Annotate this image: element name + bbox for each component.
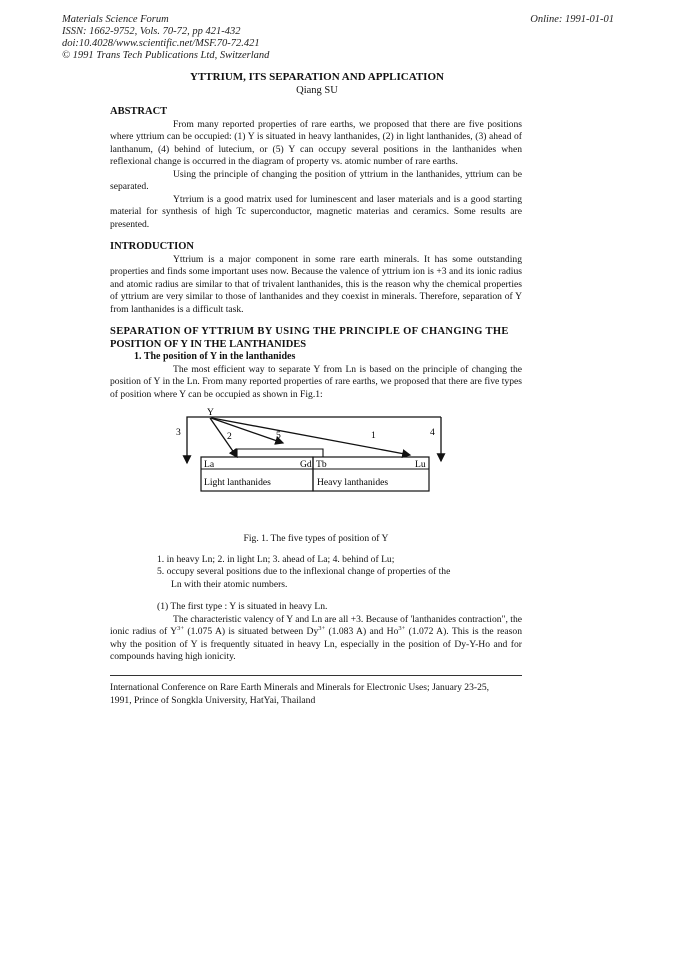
online-date: Online: 1991-01-01	[530, 14, 614, 25]
list-line: Ln with their atomic numbers.	[171, 578, 288, 590]
label-4: 4	[430, 427, 435, 438]
light-lanthanides-label: Light lanthanides	[204, 477, 271, 488]
arrow-5	[211, 418, 283, 443]
label-tb: Tb	[316, 459, 327, 470]
footer-rule	[110, 675, 522, 676]
arrow-2	[210, 418, 237, 457]
abstract-heading: ABSTRACT	[110, 106, 168, 117]
heavy-lanthanides-label: Heavy lanthanides	[317, 477, 389, 488]
position-list	[157, 554, 522, 592]
position-diagram	[110, 405, 522, 533]
footer-line-1: International Conference on Rare Earth Minerals and Minerals for Electronic Uses; January 23-25,	[110, 682, 490, 693]
section-heading-line-1: SEPARATION OF YTTRIUM BY USING THE PRINCIPLE OF CHANGING THE	[110, 326, 509, 337]
label-1: 1	[371, 430, 376, 441]
list-line: 5. occupy several positions due to the inflexional change of properties of the	[157, 566, 451, 577]
first-type-paragraph	[110, 614, 522, 664]
text-run: (1.075 A) is situated between Dy	[184, 626, 319, 637]
superscript: 3+	[177, 624, 185, 632]
conference-footer	[110, 681, 526, 707]
introduction-paragraph: Yttrium is a major component in some rare earth minerals. It has some outstanding properties and finds some important uses now. Because the valence of yttrium ion is +3 and its ionic radius and atomic radius are similar to that of trivalent lanthanides, this is the reason why the chemical properties of yttrium are very similar to those of lanthanides and they coexist in minerals. Therefore, separation of Y from lanthanides is a difficult task.	[110, 253, 522, 315]
subsection-heading: 1. The position of Y in the lanthanides	[134, 351, 296, 362]
paper-author: Qiang SU	[296, 85, 338, 96]
figure-1	[110, 405, 522, 533]
text-run: The characteristic valency of Y and Ln are all +3. Because of 'lanthanides contraction", the ionic radius of Y	[110, 613, 522, 637]
label-5: 5	[276, 430, 281, 441]
footer-line-2: 1991, Prince of Songkla University, HatYai, Thailand	[110, 695, 316, 706]
first-type-heading: (1) The first type : Y is situated in heavy Ln.	[157, 601, 328, 612]
superscript: 3+	[398, 624, 406, 632]
journal-name: Materials Science Forum	[62, 14, 169, 25]
issn-line: ISSN: 1662-9752, Vols. 70-72, pp 421-432	[62, 26, 241, 37]
abstract-paragraph-3: Ytrrium is a good matrix used for luminescent and laser materials and is a good starting material for synthesis of high Tc superconductor, magnetic materias and ceramics. Some results are presented.	[110, 193, 522, 230]
separation-paragraph: The most efficient way to separate Y from Ln is based on the principle of changing the position of Y in the Ln. From many reported properties of rare earths, we proposed that there are five types of position where Y can be occupied as shown in Fig.1:	[110, 363, 522, 400]
section-heading-line-2: POSITION OF Y IN THE LANTHANIDES	[110, 338, 307, 350]
abstract-paragraph-1: From many reported properties of rare earths, we proposed that there are five positions where yttrium can be occupied: (1) Y is situated in heavy lanthanides, (2) in light lanthanides, (3) ahead of lanthanum, (4) behind of lutecium, or (5) Y can occupy several positions in the lanthanides when reflexional change is occurred in the diagram of property vs. atomic number of rare earths.	[110, 118, 522, 167]
arrow-3	[187, 417, 210, 463]
figure-caption: Fig. 1. The five types of position of Y	[243, 533, 389, 544]
label-gd: Gd	[300, 459, 312, 470]
label-la: La	[204, 459, 215, 470]
text-run: (1.083 A) and Ho	[325, 626, 399, 637]
label-2: 2	[227, 431, 232, 442]
journal-header	[62, 14, 422, 62]
introduction-heading: INTRODUCTION	[110, 241, 195, 252]
copyright-line: © 1991 Trans Tech Publications Ltd, Switzerland	[62, 50, 270, 61]
superscript: 3+	[318, 624, 326, 632]
bracket	[237, 449, 323, 457]
label-lu: Lu	[415, 459, 426, 470]
label-y: Y	[207, 407, 214, 418]
paper-body	[110, 106, 522, 664]
doi-line: doi:10.4028/www.scientific.net/MSF.70-72.421	[62, 38, 260, 49]
text-run: (1.072 A). This is the reason why the position of Y is frequently situated in heavy Ln, especially in the position of Dy-Y-Ho and for compounds having high ionicity.	[110, 626, 522, 662]
paper-title: YTTRIUM, ITS SEPARATION AND APPLICATION	[190, 71, 444, 83]
list-line: 1. in heavy Ln; 2. in light Ln; 3. ahead of La; 4. behind of Lu;	[157, 553, 395, 565]
label-3: 3	[176, 427, 181, 438]
abstract-paragraph-2: Using the principle of changing the position of yttrium in the lanthanides, yttrium can be separated.	[110, 168, 522, 192]
